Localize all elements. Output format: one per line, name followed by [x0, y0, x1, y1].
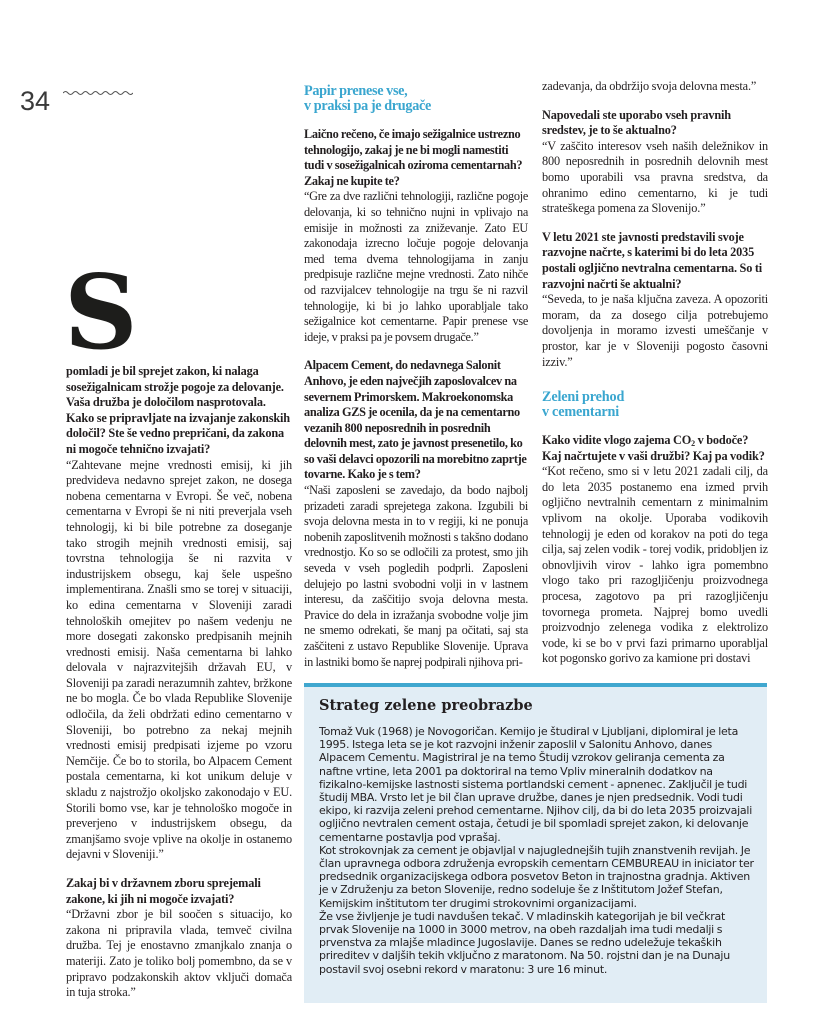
- section-heading: [542, 390, 768, 420]
- interview-question: pomladi je bil sprejet zakon, ki nalaga sosežigalnicam strožje pogoje za delovanje. Vaša družba je določilom nasprotovala. Kako se pripravljate na izvajanje zakonskih določil? Ste še vedno prepričani, da zakona ni mogoče tehnično izvajati?: [66, 364, 290, 456]
- wavy-line-icon: [63, 88, 133, 98]
- interview-answer: “Državni zbor je bil soočen s situacijo, ko zakona ni pripravila vlada, temveč civilna družba. Tej je enostavno zmanjkalo znanja o materiji. Zato je toliko bolj pomembno, da se v pripravo podzakonskih aktov vključi domača in tuja stroka.”: [66, 907, 292, 1000]
- sidebox-paragraph: Že vse življenje je tudi navdušen tekač. V mladinskih kategorijah je bil večkrat prvak Slovenije na 1000 in 3000 metrov, na obeh razdaljah ima tudi medalji s prvenstva za mlajše mladince Jugoslavije. Danes se redno udeležuje tekaških prireditev v daljših tekih vključno z maratonom. Na 50. rojstni dan je na Dunaju postavil svoj osebni rekord v maratonu: 3 ure 16 minut.: [319, 909, 730, 976]
- interview-answer: “V zaščito interesov vseh naših deležnikov in 800 neposrednih in posrednih delovnih mest bomo uporabili vsa pravna sredstva, da ohranimo edino cementarno, ki je tudi strateškega pomena za Slovenijo.”: [542, 138, 768, 216]
- subscript: 2: [691, 439, 695, 449]
- interview-question: [542, 433, 768, 464]
- article-column-3: [542, 79, 768, 667]
- section-heading-line: v cementarni: [542, 404, 620, 421]
- question-text: v bodoče? Kaj načrtujete v vaši družbi? Kaj pa vodik?: [542, 433, 765, 463]
- section-heading-line: Zeleni prehod: [542, 389, 625, 406]
- section-heading: [304, 84, 528, 114]
- article-column-2: [304, 84, 528, 670]
- interview-answer: “Gre za dve različni tehnologiji, različne pogoje delovanja, ki so tehnično nujni in vplivajo na emisije in možnosti za zniževanje. Zato EU zakonodaja izrecno ločuje pogoje delovanja med tema dvema tehnologijama in zanju predpisuje različne mejne vrednosti. Zato nihče od razvijalcev tehnologije na trgu še ni razvil tehnologije, ki bi jo lahko uporabljale tako sežigalnice kot cementarne. Papir prenese vse ideje, v praksi pa je povsem drugače.”: [304, 189, 528, 344]
- interview-answer: “Kot rečeno, smo si v letu 2021 zadali cilj, da do leta 2035 postanemo ena izmed prvih ogljično nevtralnih cementarn z minimalnim vplivom na okolje. Uporaba vodikovih tehnologij je eden od korakov na poti do tega cilja, saj zelen vodik - torej vodik, pridobljen iz obnovljivih virov - lahko igra pomembno vlogo tako pri razogljičenju proizvodnega procesa, zagotovo pa pri razogljičenju tovornega prometa. Najprej bomo uvedli proizvodnjo zelenega vodika z elektrolizo vode, ki se bo v prvi fazi primarno uporabljal kot pogonsko gorivo za kamione pri dostavi: [542, 464, 768, 666]
- interview-question: Zakaj bi v državnem zboru sprejemali zakone, ki jih ni mogoče izvajati?: [66, 876, 261, 906]
- drop-cap: S: [64, 253, 135, 373]
- question-text: Kako vidite vlogo zajema CO: [542, 433, 692, 448]
- section-heading-line: Papir prenese vse,: [304, 83, 408, 99]
- interview-question: Alpacem Cement, do nedavnega Salonit Anhovo, je eden največjih zaposlovalcev na severnem Primorskem. Makroekonomska analiza GZS je ocenila, da je na cementarno vezanih 800 neposrednih in posrednih delovnih mest, zato je javnost presenetilo, ko so vaši delavci opozorili na morebitno zaprtje tovarne. Kako je s tem?: [304, 358, 527, 482]
- sidebox-title: Strateg zelene preobrazbe: [319, 697, 533, 714]
- interview-question: Napovedali ste uporabo vseh pravnih sredstev, je to še aktualno?: [542, 107, 731, 138]
- interview-answer: “Naši zaposleni se zavedajo, da bodo najbolj prizadeti zaradi sprejetega zakona. Izgubili bi svoja delovna mesta in to v regiji, ki ne ponuja nobenih zaposlitvenih možnosti s takšno dodano vrednostjo. Ko so se odločili za protest, smo jih seveda v vseh pogledih podprli. Zaposleni delujejo po lastni svobodni volji in v lastnem interesu, da zaščitijo svoja delovna mesta. Pravice do dela in izražanja svobodne volje jim ne smemo odrekati, še manj pa očitati, saj sta zaščiteni z ustavo Republike Slovenije. Uprava in lastniki bomo še naprej podpirali njihova pri-: [304, 483, 528, 669]
- interview-answer: “Zahtevane mejne vrednosti emisij, ki jih predvideva nedavno sprejet zakon, ne dosega nobena cementarna v Evropi. Še več, nobena cementarna v Evropi še ni niti preverjala vseh tehnologij, ki bi bile potrebne za doseganje tako strogih mejnih vrednosti emisij, saj tovrstna tehnologija še ni razvita v industrijskem obsegu, kaj šele uspešno implementirana. Znašli smo se torej v situaciji, ko edina cementarna v Sloveniji zaradi tehnoloških omejitev po našem vedenju ne more dosegati zakonsko predpisanih mejnih vrednosti emisij. Naša cementarna bi lahko delovala v najrazvitejših državah EU, v Sloveniji pa zaradi nerazumnih zahtev, bržkone ne bo mogla. Če bo vlada Republike Slovenije odločila, da želi obdržati edino cementarno v Sloveniji, bo potrebno za nekaj mejnih vrednosti emisij predpisati izjeme po vzoru Nemčije. Če bo to storila, bo Alpacem Cement postala cementarna, ki kot unikum deluje v skladu z najstrožjo okoljsko zakonodajo v EU. Storili bomo vse, kar je tehnološko mogoče in preverjeno v industrijskem obsegu, da zmanjšamo svoje vplive na okolje in ostanemo dejavni v Sloveniji.”: [66, 457, 292, 862]
- sidebox-paragraph: Tomaž Vuk (1968) je Novogoričan. Kemijo je študiral v Ljubljani, diplomiral je leta 1995. Istega leta se je kot razvojni inženir zaposlil v Salonitu Anhovo, danes Alpacem Cementu. Magistriral je na temo Študij vzrokov geliranja cementa za naftne vrtine, leta 2001 pa doktoriral na temo Vpliv mineralnih dodatkov na fizikalno-kemijske lastnosti sistema portlandski cement - apnenec. Zaključil je tudi študij MBA. Vrsto let je bil član uprave družbe, danes je njen predsednik. Vodi tudi ekipo, ki razvija zeleni prehod cementarne. Njihov cilj, da bi do leta 2035 proizvajali ogljično nevtralen cement ostaja, četudi je bil spomladi sprejet zakon, ki delovanje cementarne postavlja pod vprašaj.: [319, 725, 753, 844]
- sidebox-paragraph: Kot strokovnjak za cement je objavljal v najuglednejših tujih znanstvenih revijah. Je član upravnega odbora združenja evropskih cementarn CEMBUREAU in iniciator ter predsednik organizacijskega odbora posvetov Beton in trajnostna gradnja. Aktiven je v Združenju za beton Slovenije, redno sodeluje še z Inštitutom Jožef Stefan, Kemijskim inštitutom ter drugimi strokovnimi organizacijami.: [319, 843, 754, 910]
- interview-answer-continued: zadevanja, da obdržijo svoja delovna mesta.”: [542, 79, 757, 93]
- interview-question: V letu 2021 ste javnosti predstavili svoje razvojne načrte, s katerimi bi do leta 2035 postali ogljično nevtralna cementarna. So ti razvojni načrti še aktualni?: [542, 229, 763, 291]
- article-column-1: [64, 253, 292, 1001]
- interview-answer: “Seveda, to je naša ključna zaveza. A opozoriti moram, da za dosego cilja potrebujemo dovoljenja in moramo izvesti umeščanje v prostor, kar je v Sloveniji pogosto časovni izziv.”: [542, 292, 768, 369]
- section-heading-line: v praksi pa je drugače: [304, 98, 431, 114]
- interview-question: Laično rečeno, če imajo sežigalnice ustrezno tehnologijo, zakaj je ne bi mogli namestiti tudi v sosežigalnicah oziroma cementarnah? Zakaj ne kupite te?: [304, 127, 523, 188]
- bio-sidebox: [304, 683, 767, 1003]
- page-number: 34: [20, 86, 51, 116]
